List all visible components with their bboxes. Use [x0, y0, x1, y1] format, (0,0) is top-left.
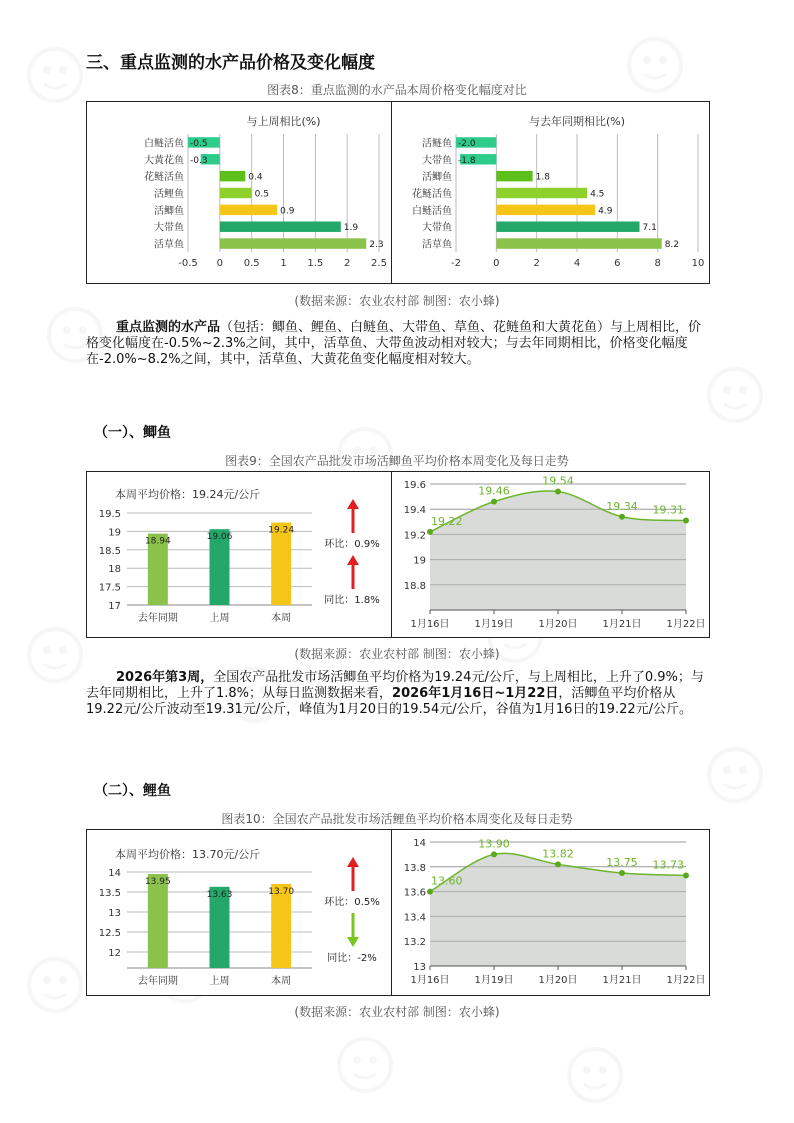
category-label: 本周	[271, 613, 292, 624]
value-label: -1.8	[458, 155, 476, 166]
y-tick-label: 13.5	[98, 888, 121, 899]
category-label: 上周	[209, 613, 230, 624]
x-tick-label: 1月22日	[666, 975, 706, 986]
value-label: -2.0	[458, 138, 476, 149]
category-label: 活鲫鱼	[422, 172, 452, 184]
x-tick-label: 1	[280, 258, 287, 269]
arrow-up-icon	[347, 555, 359, 565]
watermark-bee-icon	[560, 1040, 630, 1114]
value-label: 7.1	[642, 223, 657, 234]
y-tick-label: 17.5	[98, 582, 121, 594]
bar	[496, 238, 661, 248]
fig9-para-bold1: 2026年第3周，	[116, 670, 214, 685]
fig9-source: (数据来源：农业农村部 制图：农小蜂)	[294, 647, 500, 661]
value-label: -0.5	[190, 138, 208, 149]
fig10-caption: 图表10：全国农产品批发市场活鲤鱼平均价格本周变化及每日走势	[221, 812, 573, 826]
bar	[496, 221, 639, 231]
fig9-bar-svg	[87, 472, 391, 637]
fig8-para-text: （包括：鲫鱼、鲤鱼、白鲢鱼、大带鱼、草鱼、花鲢鱼和大黄花鱼）与上周相比，价格变化幅度在-0.5%~2.3%之间，其中，活草鱼、大带鱼波动相对较大；与去年同期相比，价格变化幅度在-2.0%~8.2%之间，其中，活草鱼、大黄花鱼变化幅度相对较大。	[86, 320, 702, 367]
fig8-paragraph	[86, 320, 708, 368]
y-tick-label: 18.8	[403, 580, 426, 592]
x-tick-label: 1月21日	[602, 619, 642, 630]
y-tick-label: 18.5	[98, 545, 121, 557]
x-tick-label: 0	[216, 258, 224, 269]
fig10-source: (数据来源：农业农村部 制图：农小蜂)	[294, 1005, 500, 1019]
y-tick-label: 17	[108, 601, 121, 612]
category-label: 活鲢鱼	[422, 138, 452, 150]
y-tick-label: 19	[108, 527, 121, 539]
data-point	[683, 518, 689, 524]
bar	[496, 171, 532, 181]
category-label: 大带鱼	[422, 222, 452, 234]
data-point	[683, 872, 689, 878]
fig8-chart-yearly	[391, 101, 710, 284]
fig9-para-bold2: 2026年1月16日~1月22日	[392, 686, 559, 701]
value-label: -0.3	[190, 155, 208, 166]
x-tick-label: 6	[614, 258, 621, 269]
category-label: 大带鱼	[422, 155, 452, 167]
y-tick-label: 13.4	[403, 912, 426, 924]
category-label: 去年同期	[137, 976, 178, 987]
value-label: 13.95	[144, 877, 171, 887]
data-point	[619, 870, 625, 876]
area-fill	[430, 853, 686, 966]
data-point	[427, 529, 433, 535]
x-tick-label: 1月19日	[474, 619, 514, 630]
data-point	[555, 861, 561, 867]
arrow-up-icon	[347, 499, 359, 509]
value-label: 19.46	[478, 484, 510, 498]
fig9-bar-chart	[86, 471, 392, 638]
watermark-bee-icon	[20, 40, 90, 114]
data-point	[555, 489, 561, 495]
y-tick-label: 14	[413, 838, 426, 849]
y-tick-label: 19.5	[98, 509, 121, 520]
arrow-down-icon	[347, 937, 359, 947]
indicator-label: 同比：1.8%	[324, 595, 380, 606]
x-tick-label: 8	[654, 258, 661, 269]
fig8-weekly-svg	[87, 102, 391, 283]
x-tick-label: 2	[343, 258, 351, 269]
x-tick-label: -2	[451, 258, 461, 269]
fig9-para-text2: ，活鲫鱼平均价格从19.22元/公斤波动至19.31元/公斤，峰值为1月20日的19.54元/公斤，谷值为1月16日的19.22元/公斤。	[86, 686, 693, 717]
watermark-bee-icon	[700, 740, 770, 814]
x-tick-label: 1月20日	[538, 975, 578, 986]
x-tick-label: 0.5	[243, 258, 260, 269]
category-label: 大黄花鱼	[144, 155, 184, 167]
value-label: 13.82	[542, 847, 574, 861]
indicator-label: 环比：0.9%	[324, 539, 380, 550]
y-tick-label: 19.2	[403, 530, 426, 542]
value-label: 1.9	[343, 223, 359, 234]
x-tick-label: -0.5	[178, 258, 198, 269]
x-tick-label: 1.5	[307, 258, 324, 269]
fig9-caption: 图表9：全国农产品批发市场活鲫鱼平均价格本周变化及每日走势	[225, 454, 569, 468]
value-label: 13.73	[652, 858, 684, 872]
watermark-bee-icon	[330, 1030, 400, 1104]
value-label: 13.70	[268, 887, 295, 897]
value-label: 8.2	[664, 240, 680, 251]
value-label: 13.90	[478, 837, 510, 851]
value-label: 19.24	[268, 525, 295, 536]
fig8-caption: 图表8：重点监测的水产品本周价格变化幅度对比	[267, 83, 527, 97]
value-label: 13.60	[431, 874, 463, 888]
y-tick-label: 19.6	[403, 480, 426, 491]
x-tick-label: 4	[573, 258, 581, 269]
value-label: 13.63	[206, 889, 233, 900]
bar	[148, 874, 168, 968]
y-tick-label: 12	[108, 948, 121, 959]
x-tick-label: 0	[493, 258, 500, 269]
category-label: 去年同期	[137, 613, 178, 624]
value-label: 13.75	[606, 856, 638, 869]
arrow-up-icon	[347, 857, 359, 867]
chart-title: 本周平均价格：19.24元/公斤	[115, 488, 261, 501]
chart-title: 本周平均价格：13.70元/公斤	[115, 848, 261, 861]
fig8-chart-weekly	[86, 101, 392, 284]
y-tick-label: 13.2	[403, 937, 426, 949]
fig8-para-bold: 重点监测的水产品	[116, 320, 221, 335]
section-title: 三、重点监测的水产品价格及变化幅度	[86, 53, 375, 73]
fig9-subtitle: （一）、鲫鱼	[94, 425, 171, 441]
category-label: 白鲢活鱼	[144, 138, 184, 150]
x-tick-label: 10	[691, 258, 705, 269]
value-label: 19.22	[431, 514, 463, 528]
watermark-bee-icon	[700, 360, 770, 434]
indicator-label: 同比：-2%	[327, 953, 377, 964]
fig10-bar-svg	[87, 830, 391, 995]
value-label: 2.3	[369, 240, 384, 251]
y-tick-label: 13.8	[403, 862, 426, 874]
x-tick-label: 1月16日	[410, 619, 450, 630]
category-label: 上周	[209, 976, 230, 987]
x-tick-label: 2.5	[371, 258, 387, 269]
y-tick-label: 14	[108, 868, 121, 879]
value-label: 18.94	[144, 536, 171, 547]
category-label: 活草鱼	[154, 239, 184, 251]
fig8-source: (数据来源：农业农村部 制图：农小蜂)	[294, 294, 500, 308]
y-tick-label: 18	[108, 564, 121, 576]
bar	[220, 171, 245, 181]
value-label: 19.31	[652, 503, 684, 517]
data-point	[491, 499, 497, 505]
bar	[220, 221, 341, 231]
x-tick-label: 1月21日	[602, 975, 642, 986]
fig9-para-text1: 全国农产品批发市场活鲫鱼平均价格为19.24元/公斤，与上周相比，上升了0.9%；与去年同期相比，上升了1.8%；从每日监测数据来看，	[86, 670, 704, 701]
data-point	[619, 514, 625, 520]
value-label: 4.5	[590, 189, 605, 200]
x-tick-label: 1月22日	[666, 619, 706, 630]
value-label: 4.9	[598, 206, 613, 217]
category-label: 本周	[271, 976, 292, 987]
value-label: 19.34	[606, 499, 638, 513]
chart-title: 与上周相比(%)	[246, 115, 321, 128]
x-tick-label: 2	[533, 258, 540, 269]
fig10-subtitle: （二）、鲤鱼	[94, 783, 171, 799]
x-tick-label: 1月19日	[474, 975, 514, 986]
value-label: 0.9	[280, 206, 295, 217]
category-label: 大带鱼	[154, 222, 184, 234]
fig9-paragraph	[86, 670, 708, 718]
bar	[496, 205, 595, 215]
y-tick-label: 13	[413, 962, 426, 973]
category-label: 花鲢活鱼	[412, 189, 452, 200]
y-tick-label: 13	[108, 908, 121, 919]
x-tick-label: 1月16日	[410, 975, 450, 986]
value-label: 0.5	[254, 189, 269, 200]
value-label: 0.4	[248, 172, 263, 183]
fig10-line-chart	[391, 829, 710, 996]
y-tick-label: 19.4	[403, 505, 426, 517]
category-label: 白鲢活鱼	[412, 205, 452, 217]
bar	[496, 188, 587, 198]
fig9-line-chart	[391, 471, 710, 638]
fig8-yearly-svg	[392, 102, 709, 283]
chart-title: 与去年同期相比(%)	[528, 115, 626, 128]
y-tick-label: 12.5	[98, 928, 121, 939]
category-label: 活鲫鱼	[154, 205, 184, 217]
category-label: 活草鱼	[422, 239, 452, 251]
category-label: 活鲤鱼	[154, 189, 184, 200]
x-tick-label: 1月20日	[538, 619, 578, 630]
data-point	[427, 889, 433, 895]
bar	[220, 238, 366, 248]
fig10-line-svg	[392, 830, 709, 995]
value-label: 19.54	[542, 474, 574, 488]
bar	[220, 205, 277, 215]
y-tick-label: 19	[413, 555, 426, 567]
indicator-label: 环比：0.5%	[324, 897, 380, 908]
bar	[220, 188, 252, 198]
y-tick-label: 13.6	[403, 887, 426, 899]
fig9-line-svg	[392, 472, 709, 637]
value-label: 1.8	[535, 172, 550, 183]
data-point	[491, 851, 497, 857]
category-label: 花鲢活鱼	[144, 172, 184, 184]
fig10-bar-chart	[86, 829, 392, 996]
value-label: 19.06	[206, 532, 233, 543]
